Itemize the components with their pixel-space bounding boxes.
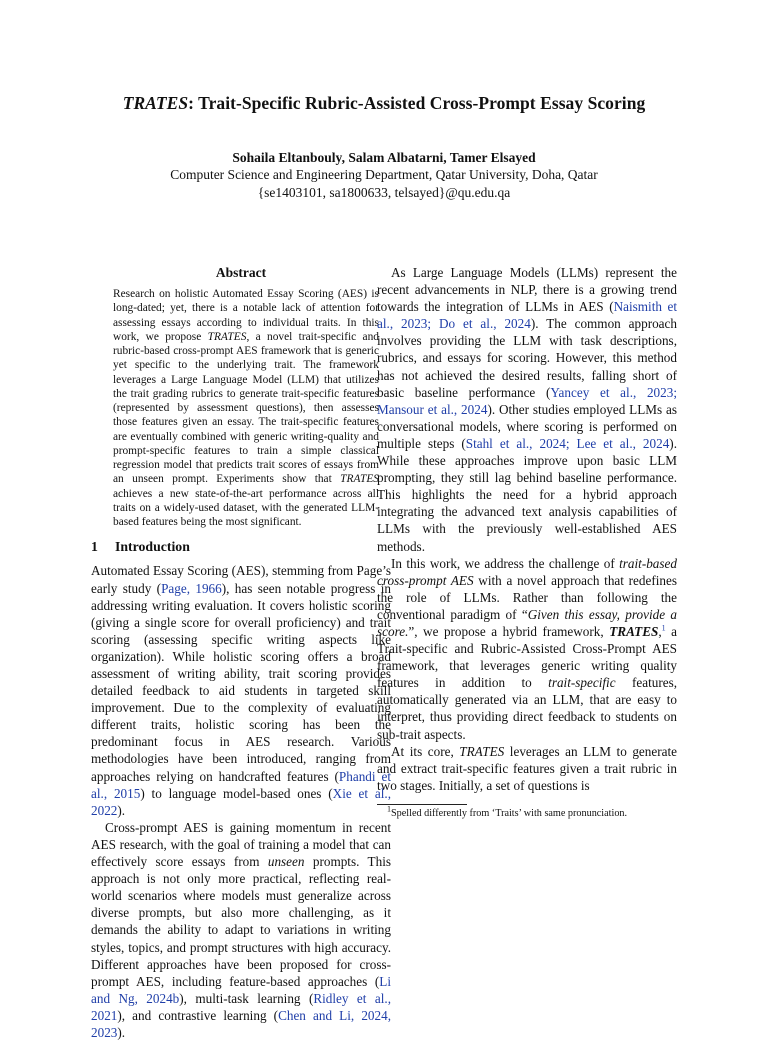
body-text: At its core, bbox=[391, 743, 460, 759]
intro-paragraph-1 bbox=[91, 562, 391, 818]
citation-link[interactable]: Page, 1966 bbox=[161, 580, 222, 596]
footnote-text: Spelled differently from ‘Traits’ with same pronunciation. bbox=[391, 807, 628, 819]
abstract-text: , a novel trait-specific and rubric-based cross-prompt AES framework that is generic yet specific to the underlying trait. The framework leverages a Large Language Model (LLM) that utilizes the trait grading rubrics to generate trait-specific features (represented by assessment questions), then assesses those features given an essay. The trait-specific features are eventually combined with generic writing-quality and prompt-specific features to train a simple classical regression model that predicts trait scores of essays from an unseen prompt. Experiments show that bbox=[113, 330, 379, 486]
affiliation-block bbox=[0, 166, 768, 202]
body-text: ). Other studies employed LLMs as conversational models, where scoring is performed on multiple steps ( bbox=[377, 401, 677, 451]
citation-link[interactable]: Li and Ng, 2024b bbox=[91, 973, 391, 1006]
body-text: ). bbox=[117, 802, 126, 818]
emphasis-text: trait-specific bbox=[548, 675, 616, 691]
emphasis-text: trait-based cross-prompt AES bbox=[377, 555, 677, 588]
emphasis-text: unseen bbox=[267, 854, 305, 870]
body-text: ). The common approach involves providing the LLM with task descriptions, rubrics, and essays for scoring. However, this method has not achieved the desired results, falling short of basic baseline performance ( bbox=[377, 316, 677, 400]
body-text: In this work, we address the challenge of bbox=[391, 555, 620, 571]
affiliation: Computer Science and Engineering Department, Qatar University, Doha, Qatar bbox=[170, 167, 598, 182]
citation-link[interactable]: Phandi et al., 2015 bbox=[91, 768, 391, 801]
intro-paragraph-5 bbox=[377, 743, 677, 794]
body-text: ) to language model-based ones ( bbox=[140, 785, 333, 801]
body-text: leverages an LLM to generate and extract trait-specific features given a trait rubric in two stages. Initially, a set of questions is bbox=[377, 743, 677, 793]
emphasis-text: Given this essay, provide a score. bbox=[377, 606, 677, 639]
body-text: ), multi-task learning ( bbox=[179, 990, 314, 1006]
intro-paragraph-2 bbox=[91, 819, 391, 1041]
left-column bbox=[91, 264, 391, 1041]
title-text: : Trait-Specific Rubric-Assisted Cross-Prompt Essay Scoring bbox=[188, 93, 646, 113]
body-text: ). While these approaches improve upon basic LLM prompting, they still lag behind baseline performance. This highlights the need for a hybrid approach integrating the advanced text analysis capabilities of LLMs with the previously well-established AES methods. bbox=[377, 435, 677, 554]
footnote bbox=[377, 804, 677, 820]
abstract-text: Research on holistic Automated Essay Scoring (AES) is long-dated; yet, there is a notable lack of attention for assessing essays according to individual traits. In this work, we propose bbox=[113, 288, 379, 343]
body-text: ), has seen notable progress in addressing writing evaluation. It covers holistic scoring (giving a single score for overall proficiency) and trait scoring (assessing specific writing aspects like organization). While holistic scoring offers a broad assessment of writing ability, trait scoring provides detailed feedback to aid students in targeted skill improvement. Due to the complexity of evaluating different traits, holistic scoring has been the predominant focus in AES research. Various methodologies have been introduced, ranging from approaches relying on handcrafted features ( bbox=[91, 580, 391, 784]
citation-link[interactable]: Chen and Li, 2024, 2023 bbox=[91, 1007, 391, 1040]
author-emails: {se1403101, sa1800633, telsayed}@qu.edu.qa bbox=[257, 185, 511, 200]
footnote-number: 1 bbox=[387, 804, 391, 814]
footnote-marker[interactable]: 1 bbox=[661, 623, 666, 633]
section-heading-introduction bbox=[91, 538, 391, 555]
body-text: a Trait-specific and Rubric-Assisted Cross-Prompt AES framework, that leverages generic writing quality features in addition to bbox=[377, 623, 677, 691]
body-text: prompts. This approach is not only more practical, reflecting real-world scenarios where models must generalize across diverse prompts, but also more challenging, as it demands the ability to adapt to variations in writing styles, topics, and prompt structures with high accuracy. Different approaches have been proposed for cross-prompt AES, including feature-based approaches ( bbox=[91, 854, 391, 989]
section-number: 1 bbox=[91, 539, 98, 555]
system-name: TRATES bbox=[609, 623, 659, 639]
abstract-system-name: TRATES bbox=[207, 330, 247, 343]
emphasis-text: TRATES bbox=[459, 743, 505, 759]
body-text: ). bbox=[117, 1024, 126, 1040]
citation-link[interactable]: Naismith et al., 2023; Do et al., 2024 bbox=[377, 299, 678, 332]
body-text: Cross-prompt AES is gaining momentum in recent AES research, with the goal of training a model that can effectively score essays from bbox=[91, 819, 391, 870]
body-text: ”, we propose a hybrid framework, bbox=[408, 623, 610, 639]
right-column bbox=[377, 264, 677, 820]
abstract-text: achieves a new state-of-the-art performance across all traits on a widely-used dataset, with the generated LLM-based features being the most significant. bbox=[113, 487, 379, 529]
paper-title bbox=[0, 93, 768, 114]
abstract-body bbox=[113, 287, 379, 529]
citation-link[interactable]: Yancey et al., 2023; Mansour et al., 2024 bbox=[377, 384, 677, 417]
intro-paragraph-4: In this work, we address the challenge of trait-based cross-prompt AES with a novel approach that redefines the role of LLMs. Rather than following the conventional paradigm of “Given this essay, provide a score.”, we propose a hybrid framework, TRATES,$^1$ a Trait-specific and Rubric-Assisted Cross-Prompt AES framework, that leverages generic writing quality features in addition to trait-specific features, automatically generated via an LLM, that are easy to interpret, thus providing direct feedback to students on sub-trait aspects. bbox=[377, 555, 677, 742]
abstract-system-name: TRATES bbox=[340, 473, 379, 486]
body-text: As Large Language Models (LLMs) represent the recent advancements in NLP, there is a growing trend towards the integration of LLMs in AES ( bbox=[377, 265, 677, 315]
body-text: Automated Essay Scoring (AES), stemming from Page’s early study ( bbox=[91, 563, 391, 596]
intro-paragraph-3 bbox=[377, 264, 677, 555]
body-text: features, automatically generated via an LLM, that are easy to interpret, thus providing direct feedback to students on sub-trait aspects. bbox=[377, 675, 677, 742]
author-list: Sohaila Eltanbouly, Salam Albatarni, Tamer Elsayed bbox=[232, 150, 536, 165]
citation-link[interactable]: Ridley et al., 2021 bbox=[91, 990, 391, 1023]
abstract-heading: Abstract bbox=[215, 265, 267, 280]
body-text: with a novel approach that redefines the role of LLMs. Rather than following the conventional paradigm of “ bbox=[377, 572, 677, 622]
title-system-name: TRATES bbox=[122, 93, 189, 113]
citation-link[interactable]: Xie et al., 2022 bbox=[91, 785, 391, 818]
section-title: Introduction bbox=[115, 539, 190, 555]
body-text: ), and contrastive learning ( bbox=[117, 1007, 279, 1023]
citation-link[interactable]: Stahl et al., 2024; Lee et al., 2024 bbox=[465, 435, 670, 451]
